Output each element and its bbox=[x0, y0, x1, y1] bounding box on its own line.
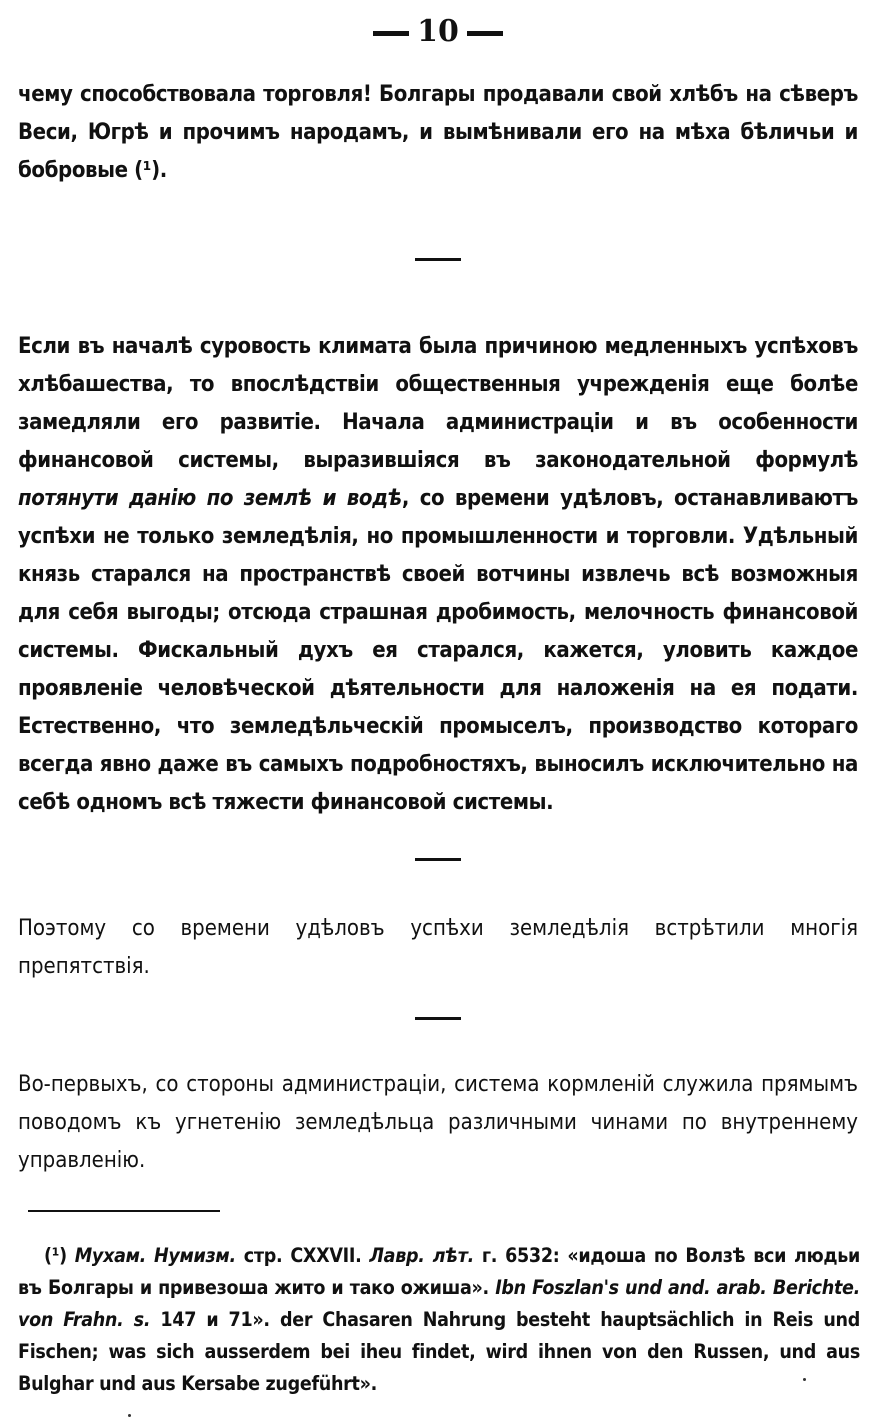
paragraph-first-reason bbox=[18, 1066, 858, 1180]
paragraph-text: , со времени удѣловъ, останавливаютъ успѣхи не только земледѣлія, но промышленности и торговли. Удѣльный князь старался на пространствѣ своей вотчины извлечь всѣ возможныя для себя выгоды; отсюда страшная дробимость, мелочность финансовой системы. Фискальный духъ ея старался, кажется, уловить каждое проявленіе человѣческой дѣятельности для наложенія на ея подати. Естественно, что земледѣльческій промыселъ, производство котораго всегда явно даже въ самыхъ подробностяхъ, выносилъ исключительно на себѣ одномъ всѣ тяжести финансовой системы. bbox=[18, 486, 858, 815]
paragraph-text: Если въ началѣ суровость климата была причиною медленныхъ успѣховъ хлѣбашества, то впослѣдствіи общественныя учрежденія еще болѣе замедляли его развитіе. Начала администраціи и въ особенности финансовой системы, выразившіяся въ законодательной формулѣ bbox=[18, 334, 858, 473]
header-left-dash bbox=[373, 31, 409, 36]
scan-speck bbox=[128, 1414, 131, 1417]
paragraph-obstacles bbox=[18, 910, 858, 986]
footnote-source-italic: Лавр. лѣт. bbox=[369, 1244, 474, 1267]
scan-speck bbox=[803, 1378, 806, 1381]
page-number: 10 bbox=[417, 14, 459, 49]
section-separator bbox=[415, 1017, 461, 1020]
paragraph-trade-continuation bbox=[18, 76, 858, 190]
footnote-text: 147 и 71». der Chasaren Nahrung besteht hauptsächlich in Reis und Fischen; was sich ausserdem bei iheu findet, wird ihnen von den Russen, und aus Bulghar und aus Kersabe zugeführt». bbox=[18, 1308, 860, 1395]
page-header bbox=[0, 10, 876, 54]
paragraph-text: Во-первыхъ, со стороны администраціи, система кормленій служила прямымъ поводомъ къ угнетенію земледѣльца различными чинами по внутреннему управленію. bbox=[18, 1072, 858, 1173]
formula-italic-text: потянути данію по землѣ и водѣ bbox=[18, 486, 402, 511]
footnote-text: стр. CXXVII. bbox=[235, 1244, 370, 1267]
footnote-marker: (¹) bbox=[44, 1244, 75, 1267]
footnote-text: г. 6532: «идоша по Волзѣ вси людьи въ Болгары и привезоша жито и тако ожиша». bbox=[18, 1244, 861, 1299]
paragraph-text: чему способствовала торговля! Болгары продавали свой хлѣбъ на сѣверъ Веси, Югрѣ и прочимъ народамъ, и вымѣнивали его на мѣха бѣличьи и бобровые (¹). bbox=[18, 82, 858, 183]
footnote bbox=[18, 1240, 860, 1400]
footnote-rule bbox=[28, 1210, 220, 1212]
section-separator bbox=[415, 258, 461, 261]
footnote-source-italic: Мухам. Нумизм. bbox=[74, 1244, 236, 1267]
paragraph-text: Поэтому со времени удѣловъ успѣхи земледѣлія встрѣтили многія препятствія. bbox=[18, 916, 858, 979]
footnote-source-italic: Ibn Foszlan's und and. arab. Berichte. von Frahn. s. bbox=[18, 1276, 861, 1331]
paragraph-administration bbox=[18, 328, 858, 822]
header-right-dash bbox=[467, 31, 503, 36]
section-separator bbox=[415, 858, 461, 861]
